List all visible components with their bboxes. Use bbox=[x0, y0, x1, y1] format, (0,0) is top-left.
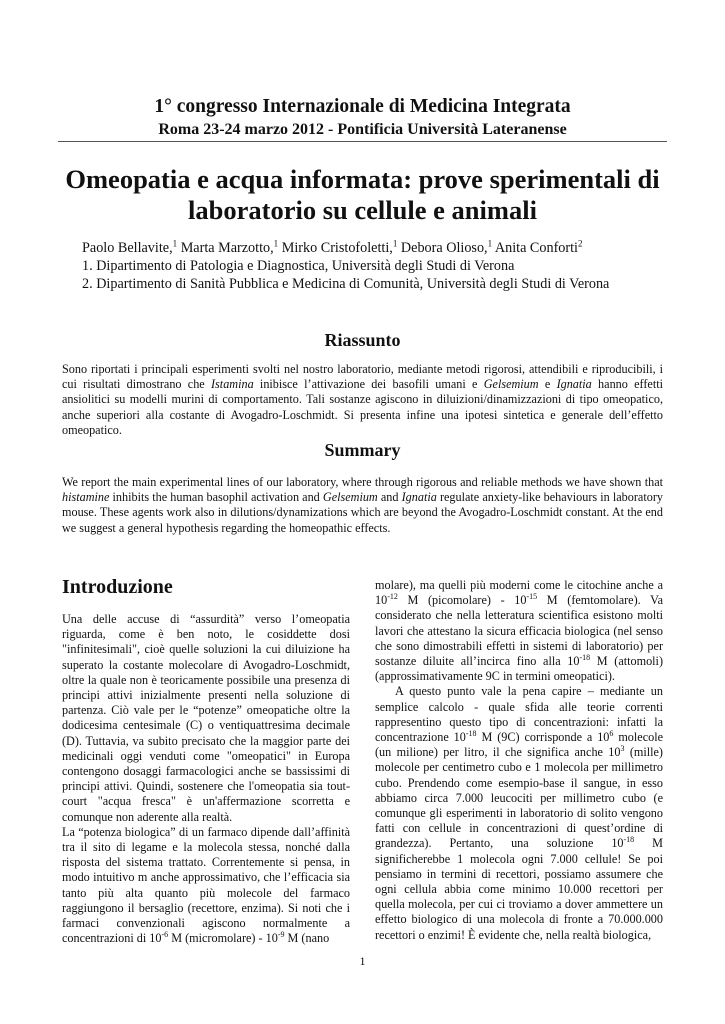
exponent: -18 bbox=[623, 835, 635, 845]
exponent: 3 bbox=[620, 744, 625, 754]
author-affiliation-mark: 1 bbox=[273, 238, 279, 249]
author-name: Paolo Bellavite, bbox=[82, 240, 173, 256]
paragraph: Una delle accuse di “assurdità” verso l’omeopatia riguarda, come è ben noto, le cosiddette dosi "infinitesimali", cioè quelle soluzioni la cui diluizione ha superato la costante molecolare di Avogadro-Loschmidt, oltre la quale non è teoricamente possibile una presenza di principi attivi inizialmente presenti nella soluzione di partenza. Ciò vale per le “potenze” omeopatiche oltre la dodicesima centesimale (C) o ventiquattresima decimale (D). Tuttavia, va subito precisato che la maggior parte dei medicinali oggi venduti come "omeopatici" in Europa contengono dosaggi farmacologici anche se bassissimi di principi attivi. Quindi, sostenere che l'omeopatia sia tout-court "acqua fresca" è un'affermazione scorretta e comunque non aderente alla realtà. bbox=[62, 612, 350, 824]
paper-title bbox=[58, 164, 667, 226]
author-name: Debora Olioso, bbox=[397, 240, 488, 256]
text-run: M (attomoli) (approssimativamente 9C in termini omeopatici). bbox=[375, 654, 664, 684]
riassunto-text-run: e bbox=[538, 377, 557, 392]
author-affiliation-mark: 1 bbox=[487, 238, 493, 249]
page-number: 1 bbox=[359, 954, 366, 968]
text-run: molecole (un milione) per litro, il che significa anche 10 bbox=[375, 730, 663, 760]
header-divider bbox=[58, 141, 667, 142]
summary-text-run: inhibits the human basophil activation and bbox=[109, 490, 323, 505]
affiliation-2: 2. Dipartimento di Sanità Pubblica e Medicina di Comunità, Università degli Studi di Verona bbox=[82, 276, 610, 292]
introduzione-right-column bbox=[375, 578, 663, 943]
text-run: A questo punto vale la pena capire – mediante un semplice calcolo - quale sfida alle teorie correnti rappresentino questo tipo di concentrazioni: infatti la concentrazione 10 bbox=[375, 684, 663, 745]
text-run: M (micromolare) - 10 bbox=[168, 931, 278, 946]
riassunto-text bbox=[62, 362, 663, 438]
riassunto-text-run: inibisce l’attivazione dei basofili umani e bbox=[253, 377, 484, 392]
exponent: -15 bbox=[526, 592, 538, 602]
authors-block bbox=[82, 239, 682, 293]
summary-text bbox=[62, 475, 663, 536]
summary-heading: Summary bbox=[324, 440, 401, 460]
text-run: molare), ma quelli più moderni come le citochine anche a 10 bbox=[375, 578, 663, 608]
introduzione-heading: Introduzione bbox=[62, 576, 173, 598]
author-name: Anita Conforti bbox=[492, 240, 579, 256]
exponent: 6 bbox=[609, 728, 614, 738]
text-run: M significherebbe 1 molecola ogni 7.000 cellule! Se poi pensiamo in termini di recettori, possiamo assumere che ogni cellula abbia come minimo 10.000 recettori per quella molecola, per cui ci troviamo a dover ammettere un effetto biologico di una molecola di fronte a 70.000.000 recettori o enzimi! È evidente che, nella realtà biologica, bbox=[375, 836, 663, 942]
paragraph bbox=[62, 825, 350, 947]
riassunto-italic-term: Ignatia bbox=[556, 377, 592, 392]
text-run: M (femtomolare). Va considerato che nella letteratura scientifica esistono molti lavori che attestano la sicura efficacia biologica (nel senso che sono dimostrabili effetti in sistemi di laboratorio) per sostanze diluite all’incirca fino alla 10 bbox=[375, 593, 663, 669]
exponent: -12 bbox=[387, 592, 398, 602]
paragraph bbox=[375, 684, 663, 942]
text-run: La “potenza biologica” di un farmaco dipende dall’affinità tra il sito di legame e la molecola stessa, nonché dalla risposta del sistema trattato. Correntemente si pensa, in modo intuitivo m anche approssimativo, che l’efficacia sia tanto più alta quanto più molecole del farmaco raggiungono il bersaglio (recettore, enzima). Si noti che i farmaci convenzionali agiscono normalmente a concentrazioni di 10 bbox=[62, 824, 350, 946]
summary-italic-term: histamine bbox=[62, 490, 110, 505]
text-run: M (picomolare) - 10 bbox=[397, 593, 527, 608]
exponent: -18 bbox=[465, 728, 477, 738]
summary-text-run: regulate anxiety-like behaviours in laboratory mouse. These agents work also in dilutions/dynamizations which are beyond the Avogadro-Loschmidt constant. At the end we suggest a general hypothesis regarding the homeopathic effects. bbox=[62, 490, 663, 535]
summary-italic-term: Ignatia bbox=[401, 490, 437, 505]
text-run: (mille) molecole per centimetro cubo e 1 molecola per millimetro cubo. Prendendo come esempio-base il sangue, in esso abbiamo circa 7.000 leucociti per millimetro cubo (e comunque gli esperimenti in laboratorio di solito vengono fatti con cellule in concentrazioni di quest’ordine di grandezza). Pertanto, una soluzione 10 bbox=[375, 745, 663, 851]
riassunto-italic-term: Gelsemium bbox=[483, 377, 539, 392]
summary-text-run: We report the main experimental lines of our laboratory, where through rigorous and reliable methods we have shown that bbox=[62, 475, 663, 489]
introduzione-left-column bbox=[62, 612, 350, 946]
text-run: M (9C) corrisponde a 10 bbox=[476, 730, 610, 745]
paper-title-line-2: laboratorio su cellule e animali bbox=[188, 195, 537, 225]
congress-subtitle: Roma 23-24 marzo 2012 - Pontificia Università Lateranense bbox=[158, 121, 567, 138]
author-affiliation-mark: 1 bbox=[172, 238, 178, 249]
summary-text-run: and bbox=[377, 490, 402, 505]
author-name: Marta Marzotto, bbox=[177, 240, 274, 256]
author-affiliation-mark: 1 bbox=[392, 238, 398, 249]
paper-title-line-1: Omeopatia e acqua informata: prove sperimentali di bbox=[65, 164, 660, 194]
exponent: -6 bbox=[161, 930, 169, 940]
paragraph bbox=[375, 578, 663, 684]
riassunto-italic-term: Istamina bbox=[211, 377, 254, 392]
author-affiliation-mark: 2 bbox=[578, 238, 583, 249]
text-run: M (nano bbox=[284, 931, 330, 946]
summary-italic-term: Gelsemium bbox=[322, 490, 378, 505]
riassunto-text-run: Sono riportati i principali esperimenti svolti nel nostro laboratorio, mediante metodi rigorosi, attendibili e riproducibili, i cui risultati dimostrano che bbox=[62, 362, 663, 392]
congress-title: 1° congresso Internazionale di Medicina Integrata bbox=[154, 96, 571, 117]
author-list bbox=[82, 239, 682, 257]
author-name: Mirko Cristofoletti, bbox=[278, 240, 393, 256]
exponent: -18 bbox=[579, 652, 591, 662]
affiliation-1: 1. Dipartimento di Patologia e Diagnostica, Università degli Studi di Verona bbox=[82, 258, 515, 274]
riassunto-heading: Riassunto bbox=[324, 330, 401, 350]
exponent: -9 bbox=[277, 930, 285, 940]
riassunto-text-run: hanno effetti ansiolitici su modelli murini di comportamento. Tali sostanze agiscono in diluizioni/dinamizzazioni di tipo omeopatico, anche superiori alla costante di Avogadro-Loschmidt. Si presenta infine una ipotesi sintetica e generale dell’effetto omeopatico. bbox=[62, 377, 663, 437]
